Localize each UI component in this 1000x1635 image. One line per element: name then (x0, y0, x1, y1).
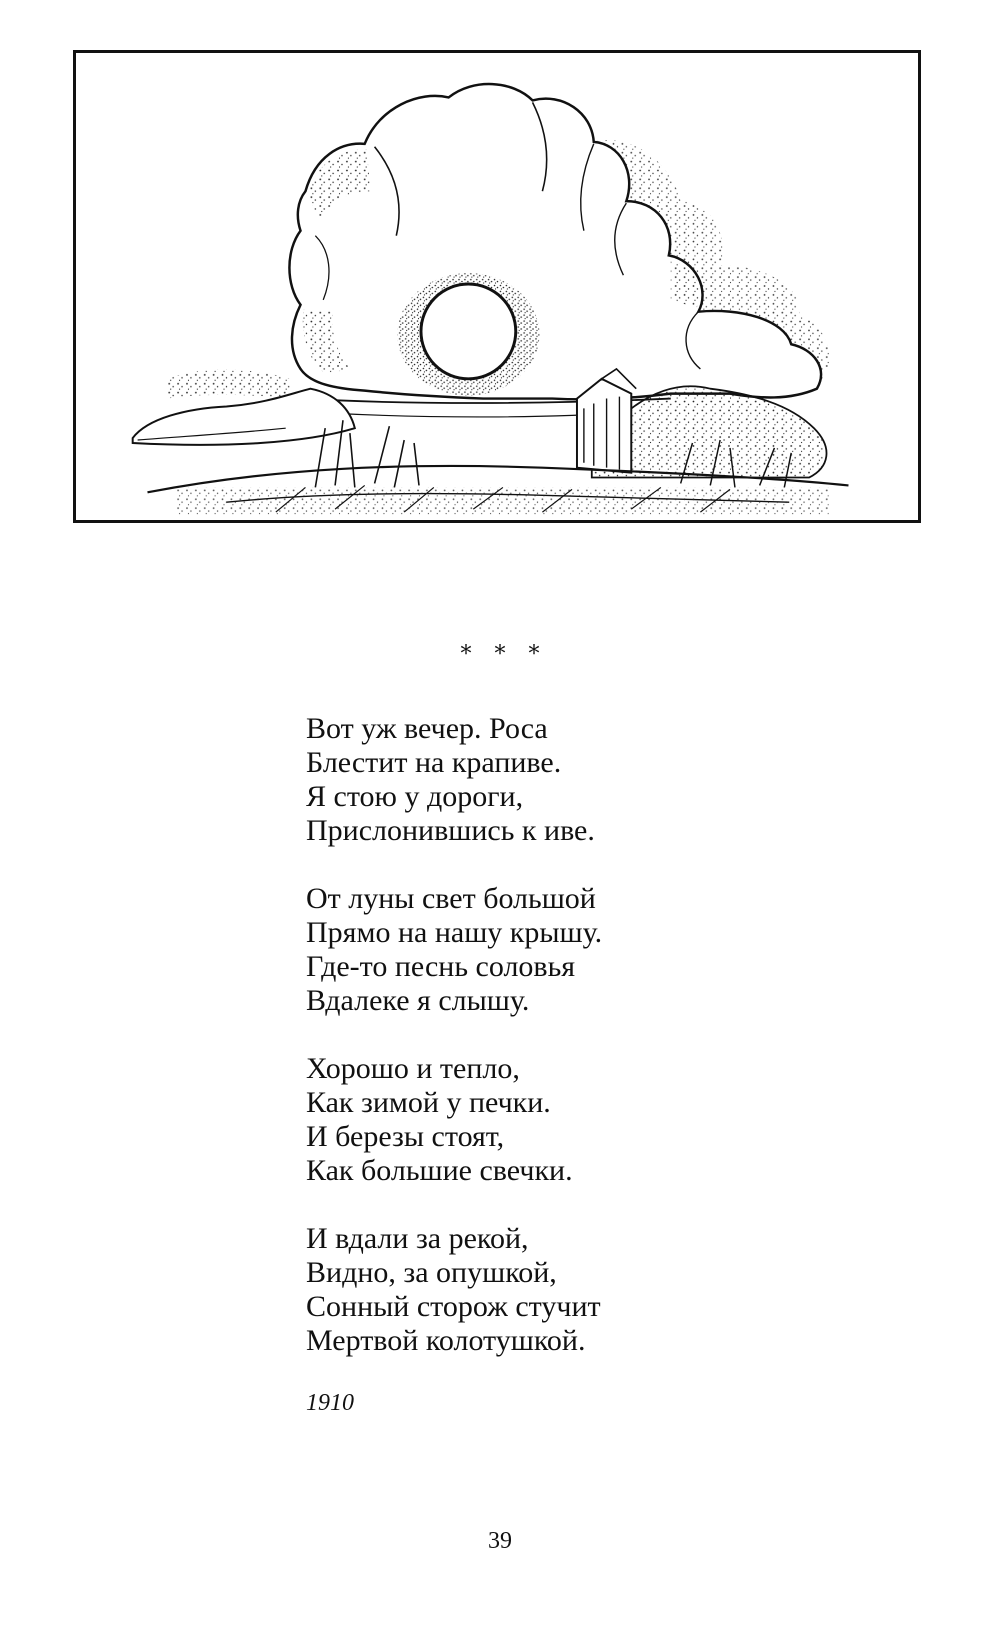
stanza-separator: * * * (460, 642, 548, 667)
poem-line: Как большие свечки. (306, 1154, 573, 1187)
poem-line: Мертвой колотушкой. (306, 1324, 586, 1357)
moon-cloud-landscape-drawing (76, 53, 918, 520)
stanza (306, 712, 826, 848)
stanza (306, 1052, 826, 1188)
poem-line: Вот уж вечер. Роса (306, 712, 548, 745)
poem-line: Блестит на крапиве. (306, 746, 562, 779)
poem-line: Вдалеке я слышу. (306, 984, 530, 1017)
poem-line: Сонный сторож стучит (306, 1290, 601, 1323)
page-number: 39 (488, 1528, 512, 1554)
poem-line: Хорошо и тепло, (306, 1052, 520, 1085)
cloud-outline (289, 84, 821, 399)
poem-date: 1910 (306, 1390, 354, 1416)
poem-line: Видно, за опушкой, (306, 1256, 557, 1289)
moon-circle (421, 284, 516, 379)
poem-line: И березы стоят, (306, 1120, 505, 1153)
poem-line: Прямо на нашу крышу. (306, 916, 603, 949)
poem-line: Как зимой у печки. (306, 1086, 551, 1119)
stanza (306, 882, 826, 1018)
stanza (306, 1222, 826, 1358)
illustration-frame (73, 50, 921, 523)
poem-line: И вдали за рекой, (306, 1222, 529, 1255)
poem-line: Прислонившись к иве. (306, 814, 595, 847)
poem-line: Где-то песнь соловья (306, 950, 576, 983)
poem (306, 712, 826, 1392)
poem-line: От луны свет большой (306, 882, 596, 915)
poem-line: Я стою у дороги, (306, 780, 524, 813)
